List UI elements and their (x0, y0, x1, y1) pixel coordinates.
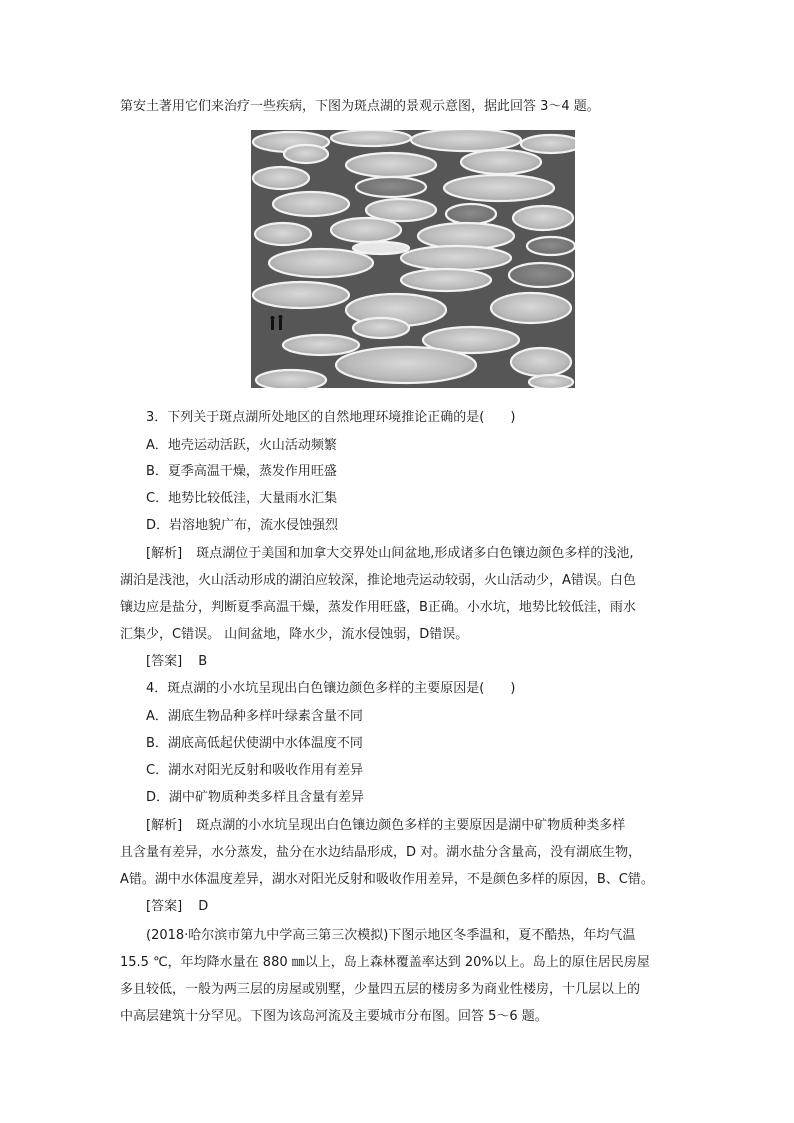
q3-analysis-text-1: 斑点湖位于美国和加拿大交界处山间盆地,形成诸多白色镶边颜色多样的浅池, (196, 546, 634, 561)
q4-option-d: D．湖中矿物质种类多样且含量有差异 (146, 790, 365, 805)
q4-analysis-line-1 (146, 816, 625, 836)
q3-option-d: D．岩溶地貌广布，流水侵蚀强烈 (146, 518, 339, 533)
q3-analysis-line-1 (146, 544, 634, 564)
q3-analysis-line-2: 湖泊是浅池，火山活动形成的湖泊应较深，推论地壳运动较弱，火山活动少，A错误。白色 (120, 573, 636, 588)
spotted-lake-figure (251, 130, 575, 388)
intro-line: 第安土著用它们来治疗一些疾病，下图为斑点湖的景观示意图，据此回答 3～4 题。 (120, 99, 600, 114)
q4-option-a: A．湖底生物品种多样叶绿素含量不同 (146, 709, 363, 724)
q3-analysis-label: [解析] (146, 546, 183, 561)
q4-stem: 4．斑点湖的小水坑呈现出白色镶边颜色多样的主要原因是( ) (146, 681, 516, 696)
q4-analysis-label: [解析] (146, 818, 183, 833)
q3-option-b: B．夏季高温干燥，蒸发作用旺盛 (146, 464, 337, 479)
passage-line-1: (2018·哈尔滨市第九中学高三第三次模拟)下图示地区冬季温和，夏不酷热，年均气温 (146, 928, 636, 943)
q4-answer-label: [答案] (146, 899, 183, 914)
q4-option-b: B．湖底高低起伏使湖中水体温度不同 (146, 736, 363, 751)
q3-answer-line (146, 652, 207, 672)
passage-line-4: 中高层建筑十分罕见。下图为该岛河流及主要城市分布图。回答 5～6 题。 (120, 1009, 548, 1024)
q3-answer: B (198, 654, 208, 669)
q3-analysis-line-3: 镶边应是盐分，判断夏季高温干燥，蒸发作用旺盛，B正确。小水坑，地势比较低洼，雨水 (120, 600, 636, 615)
q3-answer-label: [答案] (146, 654, 183, 669)
q4-option-c: C．湖水对阳光反射和吸收作用有差异 (146, 763, 364, 778)
passage-line-3: 多且较低，一般为两三层的房屋或别墅，少量四五层的楼房多为商业性楼房，十几层以上的 (120, 982, 641, 997)
q4-analysis-line-3: A错。湖中水体温度差异，湖水对阳光反射和吸收作用差异，不是颜色多样的原因，B、C错。 (120, 872, 654, 887)
q4-answer-line (146, 897, 208, 917)
passage-line-2: 15.5 ℃，年均降水量在 880 ㎜以上，岛上森林覆盖率达到 20%以上。岛上的原住居民房屋 (120, 955, 650, 970)
q3-option-c: C．地势比较低洼，大量雨水汇集 (146, 491, 338, 506)
q4-analysis-line-2: 且含量有差异，水分蒸发，盐分在水边结晶形成，D 对。湖水盐分含量高，没有湖底生物， (120, 845, 642, 860)
q3-stem: 3．下列关于斑点湖所处地区的自然地理环境推论正确的是( ) (146, 410, 516, 425)
q4-analysis-text-1: 斑点湖的小水坑呈现出白色镶边颜色多样的主要原因是湖中矿物质种类多样 (196, 818, 626, 833)
spotted-lake-photo-icon (251, 130, 575, 388)
q4-answer: D (198, 899, 209, 914)
q3-analysis-line-4: 汇集少，C错误。 山间盆地，降水少，流水侵蚀弱，D错误。 (120, 627, 469, 642)
q3-option-a: A．地壳运动活跃，火山活动频繁 (146, 438, 337, 453)
